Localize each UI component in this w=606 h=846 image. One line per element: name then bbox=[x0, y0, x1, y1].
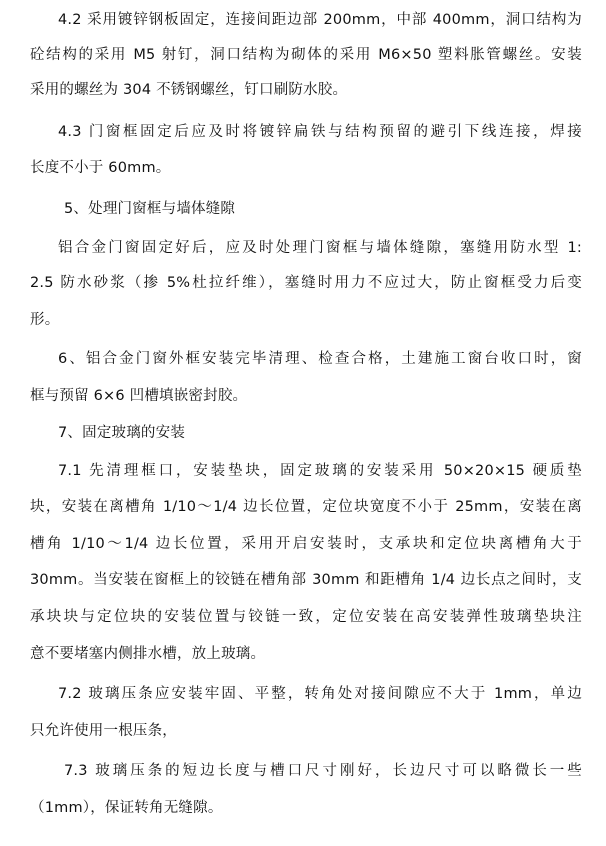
paragraph-7-2-line-1: 7.2 玻璃压条应安装牢固、平整，转角处对接间隙应不大于 1mm，单边 bbox=[58, 686, 582, 702]
paragraph-4-2-line-3: 采用的螺丝为 304 不锈钢螺丝，钉口刷防水胶。 bbox=[30, 82, 348, 98]
paragraph-7-1-line-1: 7.1 先清理框口，安装垫块，固定玻璃的安装采用 50×20×15 硬质垫 bbox=[58, 463, 582, 479]
paragraph-7-3-line-1: 7.3 玻璃压条的短边长度与槽口尺寸刚好，长边尺寸可以略微长一些 bbox=[64, 763, 582, 779]
paragraph-7-2-line-2: 只允许使用一根压条， bbox=[30, 723, 177, 739]
paragraph-5-line-3: 形。 bbox=[30, 312, 60, 328]
paragraph-4-2-line-2: 砼结构的采用 M5 射钉，洞口结构为砌体的采用 M6×50 塑料胀管螺丝。安装 bbox=[30, 47, 582, 63]
paragraph-7-1-line-5: 承块块与定位块的安装位置与铰链一致，定位安装在高安装弹性玻璃垫块注 bbox=[30, 609, 582, 625]
section-heading-5: 5、处理门窗框与墙体缝隙 bbox=[64, 201, 236, 217]
paragraph-5-line-1: 铝合金门窗固定好后，应及时处理门窗框与墙体缝隙，塞缝用防水型 1: bbox=[58, 240, 582, 256]
paragraph-7-3-line-2: （1mm），保证转角无缝隙。 bbox=[30, 800, 223, 816]
paragraph-5-line-2: 2.5 防水砂浆（掺 5%杜拉纤维），塞缝时用力不应过大，防止窗框受力后变 bbox=[30, 275, 582, 291]
section-heading-7: 7、固定玻璃的安装 bbox=[58, 425, 186, 441]
paragraph-7-1-line-6: 意不要堵塞内侧排水槽，放上玻璃。 bbox=[30, 646, 266, 662]
paragraph-7-1-line-2: 块，安装在离槽角 1/10～1/4 边长位置，定位块宽度不小于 25mm，安装在离 bbox=[30, 499, 582, 515]
paragraph-4-3-line-2: 长度不小于 60mm。 bbox=[30, 160, 171, 176]
paragraph-6-line-2: 框与预留 6×6 凹槽填嵌密封胶。 bbox=[30, 388, 248, 404]
paragraph-4-2-line-1: 4.2 采用镀锌钢板固定，连接间距边部 200mm，中部 400mm，洞口结构为 bbox=[58, 12, 582, 28]
paragraph-7-1-line-3: 槽角 1/10～1/4 边长位置，采用开启安装时，支承块和定位块离槽角大于 bbox=[30, 536, 582, 552]
paragraph-4-3-line-1: 4.3 门窗框固定后应及时将镀锌扁铁与结构预留的避引下线连接，焊接 bbox=[58, 124, 582, 140]
paragraph-6-line-1: 6、铝合金门窗外框安装完毕清理、检查合格，土建施工窗台收口时，窗 bbox=[58, 351, 582, 367]
paragraph-7-1-line-4: 30mm。当安装在窗框上的铰链在槽角部 30mm 和距槽角 1/4 边长点之间时，支 bbox=[30, 572, 582, 588]
